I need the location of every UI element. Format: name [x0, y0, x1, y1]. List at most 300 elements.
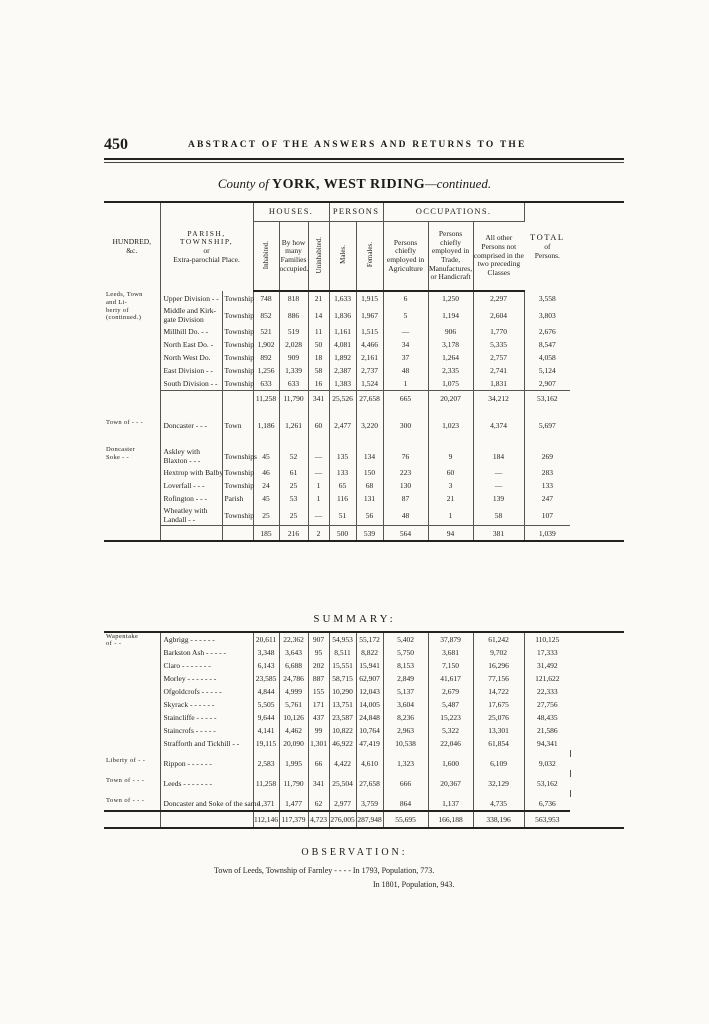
inhabited-cell: 45: [253, 492, 279, 505]
females-cell: 131: [356, 492, 383, 505]
total-families-cell: 216: [279, 526, 308, 542]
place-type: Township: [222, 291, 253, 305]
wapentake-label: Wapentake: [106, 633, 139, 640]
gap-cell: [383, 790, 428, 797]
females-cell: 1,515: [356, 325, 383, 338]
total-cell: 133: [541, 481, 553, 490]
females-cell: 1,967: [356, 305, 383, 325]
place-name: Middle and Kirk-gate Division: [160, 305, 222, 325]
trade-cell: 7,150: [428, 659, 473, 672]
total-other-cell: 381: [473, 526, 524, 542]
gap-cell: [473, 790, 524, 797]
gap-cell: [329, 790, 356, 797]
males-cell: 10,290: [329, 685, 356, 698]
place-name: South Division - -: [160, 377, 222, 391]
spacer-cell: [524, 432, 570, 446]
place-name: Doncaster - - -: [160, 419, 222, 432]
inhabited-cell: 2,583: [253, 757, 279, 770]
county-word: County: [217, 176, 256, 191]
parish-header-2: TOWNSHIP,: [179, 237, 234, 247]
spacer-cell: [279, 405, 308, 419]
parish-header-4: Extra-parochial Place.: [173, 254, 240, 264]
families-cell: 20,090: [279, 737, 308, 750]
summary-place: Staincliffe - - - - -: [160, 711, 253, 724]
agriculture-cell: 8,153: [383, 659, 428, 672]
summary-place: Agbrigg - - - - - -: [160, 632, 253, 646]
total-cell: 247: [541, 494, 553, 503]
table-row: [104, 338, 624, 351]
females-cell: 3,220: [356, 419, 383, 432]
agriculture-cell: 5,402: [383, 632, 428, 646]
uninhabited-cell: 202: [308, 659, 329, 672]
trade-cell: 37,879: [428, 632, 473, 646]
table-row: [104, 291, 624, 305]
agriculture-cell: 87: [383, 492, 428, 505]
summary-row: [104, 757, 624, 770]
gap-cell: [253, 770, 279, 777]
uninhabited-cell: 155: [308, 685, 329, 698]
gap-row: [104, 770, 624, 777]
page-number: 450: [104, 136, 128, 153]
total-total-cell: 1,039: [524, 526, 570, 542]
trade-cell: 41,617: [428, 672, 473, 685]
spacer-cell: [253, 405, 279, 419]
other-cell: 61,242: [473, 632, 524, 646]
other-cell: 4,374: [473, 419, 524, 432]
gap-cell: [356, 750, 383, 757]
spacer-cell: [329, 432, 356, 446]
uninhabited-cell: 171: [308, 698, 329, 711]
table-row: [104, 377, 624, 391]
uninhabited-cell: 60: [308, 419, 329, 432]
males-cell: 1,161: [329, 325, 356, 338]
females-cell: 14,005: [356, 698, 383, 711]
gap-cell: [524, 750, 570, 757]
uninhabited-cell: 11: [308, 325, 329, 338]
families-cell: 886: [279, 305, 308, 325]
agriculture-cell: 2,849: [383, 672, 428, 685]
grand-total-uninhabited-cell: 4,723: [308, 811, 329, 828]
other-cell: 6,109: [473, 757, 524, 770]
other-cell: 1,770: [473, 325, 524, 338]
place-name: North West Do.: [160, 351, 222, 364]
families-cell: 24,786: [279, 672, 308, 685]
summary-place: Morley - - - - - - -: [160, 672, 253, 685]
other-cell: 32,129: [473, 777, 524, 790]
agriculture-cell: 76: [383, 446, 428, 466]
summary-row: [104, 672, 624, 685]
uninhabited-cell: 50: [308, 338, 329, 351]
inhabited-cell: 521: [253, 325, 279, 338]
total-label-cell: [160, 526, 222, 542]
uninhabited-cell: 907: [308, 632, 329, 646]
males-cell: 13,751: [329, 698, 356, 711]
gap-cell: [383, 770, 428, 777]
agriculture-cell: 10,538: [383, 737, 428, 750]
place-type: Townships: [222, 446, 253, 466]
summary-place: Leeds - - - - - - -: [160, 777, 253, 790]
place-type: Township: [222, 325, 253, 338]
uninhabited-cell: 99: [308, 724, 329, 737]
summary-body: [104, 632, 624, 828]
agriculture-cell: 2,963: [383, 724, 428, 737]
place-name: Askley with Blaxton - - -: [160, 446, 222, 466]
place-type: Township: [222, 305, 253, 325]
inhabited-cell: 6,143: [253, 659, 279, 672]
place-name: Upper Division - -: [160, 291, 222, 305]
hundred-name: (continued.): [106, 314, 142, 322]
gap-cell: [308, 750, 329, 757]
table-row: [104, 466, 624, 479]
females-cell: 150: [356, 466, 383, 479]
hundred-name: berty of: [106, 306, 129, 314]
trade-cell: 22,046: [428, 737, 473, 750]
grand-total-label-cell: [104, 811, 160, 828]
females-cell: 4,466: [356, 338, 383, 351]
females-header-label: Females.: [365, 242, 374, 268]
spacer-cell: [160, 405, 222, 419]
hundred-header-label: HUNDRED,: [112, 237, 152, 247]
parish-header: [160, 202, 253, 291]
females-cell: 1,915: [356, 291, 383, 305]
families-cell: 10,126: [279, 711, 308, 724]
total-trade-cell: 20,207: [428, 391, 473, 406]
gap-cell: [279, 770, 308, 777]
females-cell: 47,419: [356, 737, 383, 750]
total-uninhabited-cell: 2: [308, 526, 329, 542]
gap-cell: [253, 750, 279, 757]
total-cell: 9,032: [538, 759, 556, 768]
inhabited-cell: 3,348: [253, 646, 279, 659]
gap-cell: [308, 770, 329, 777]
grand-total-families-cell: 117,379: [279, 811, 308, 828]
wapentake-cell: [104, 632, 160, 750]
families-cell: 25: [279, 505, 308, 526]
spacer-cell: [104, 405, 160, 419]
total-cell: 17,333: [536, 648, 558, 657]
table-row: [104, 364, 624, 377]
gap-cell: [570, 770, 624, 777]
families-cell: 818: [279, 291, 308, 305]
females-header: [356, 222, 383, 292]
grand-total-total-cell: 563,953: [524, 811, 570, 828]
place-type: Township: [222, 505, 253, 526]
summary-row: [104, 711, 624, 724]
total-cell: 121,622: [535, 674, 560, 683]
uninhabited-cell: 437: [308, 711, 329, 724]
uninhabited-cell: 1: [308, 479, 329, 492]
spacer-cell: [383, 405, 428, 419]
summary-row: [104, 737, 624, 750]
families-cell: 1,339: [279, 364, 308, 377]
uninhabited-cell: 18: [308, 351, 329, 364]
spacer-cell: [428, 432, 473, 446]
grand-total-place-cell: [160, 811, 253, 828]
summary-place: Skyrack - - - - - -: [160, 698, 253, 711]
uninhabited-cell: —: [308, 505, 329, 526]
place-name: Rofington - - -: [160, 492, 222, 505]
spacer-cell: [524, 405, 570, 419]
families-header: By how many Families occupied.: [279, 222, 308, 292]
females-cell: 8,822: [356, 646, 383, 659]
males-cell: 135: [329, 446, 356, 466]
trade-cell: 3,681: [428, 646, 473, 659]
trade-cell: 1,075: [428, 377, 473, 391]
inhabited-cell: 25: [253, 505, 279, 526]
males-cell: 4,422: [329, 757, 356, 770]
summary-place: Ofgoldcrofs - - - - -: [160, 685, 253, 698]
summary-place: Barkston Ash - - - - -: [160, 646, 253, 659]
uninhabited-header: [308, 222, 329, 292]
females-cell: 134: [356, 446, 383, 466]
families-cell: 52: [279, 446, 308, 466]
males-cell: 1,836: [329, 305, 356, 325]
males-cell: 1,383: [329, 377, 356, 391]
county-of: of: [258, 176, 269, 191]
total-cell: 94,341: [536, 739, 558, 748]
header-rule-thin: [104, 162, 624, 163]
place-type: Township: [222, 377, 253, 391]
agriculture-cell: 3,604: [383, 698, 428, 711]
place-type: Township: [222, 479, 253, 492]
other-cell: 17,675: [473, 698, 524, 711]
uninhabited-cell: 16: [308, 377, 329, 391]
gap-cell: [160, 770, 253, 777]
hundred-name: Soke - -: [106, 453, 129, 461]
females-cell: 55,172: [356, 632, 383, 646]
total-inhabited-cell: 11,258: [253, 391, 279, 406]
summary-row: [104, 646, 624, 659]
gap-cell: [279, 790, 308, 797]
total-cell: 3,558: [538, 293, 556, 303]
females-cell: 68: [356, 479, 383, 492]
summary-row: [104, 777, 624, 790]
grand-total-agriculture-cell: 55,695: [383, 811, 428, 828]
gap-cell: [104, 770, 160, 777]
females-cell: 3,759: [356, 797, 383, 811]
total-cell: 8,547: [538, 340, 556, 349]
other-cell: 77,156: [473, 672, 524, 685]
males-header-label: Males.: [338, 245, 347, 265]
observation-line-2: In 1801, Population, 943.: [373, 880, 455, 889]
gap-cell: [570, 750, 624, 757]
gap-cell: [356, 770, 383, 777]
county-suffix: —continued.: [425, 176, 492, 191]
total-cell: 4,058: [538, 353, 556, 362]
gap-row: [104, 750, 624, 757]
total-males-cell: 500: [329, 526, 356, 542]
uninhabited-cell: 887: [308, 672, 329, 685]
families-cell: 4,999: [279, 685, 308, 698]
returns-body: [104, 291, 624, 541]
total-cell: 5,124: [538, 366, 556, 375]
table-row: [104, 351, 624, 364]
agriculture-cell: 300: [383, 419, 428, 432]
summary-row: [104, 724, 624, 737]
families-cell: 25: [279, 479, 308, 492]
males-cell: 133: [329, 466, 356, 479]
county-title: [0, 176, 709, 193]
males-cell: 46,922: [329, 737, 356, 750]
gap-cell: [160, 790, 253, 797]
other-cell: —: [473, 466, 524, 479]
total-agriculture-cell: 665: [383, 391, 428, 406]
place-name: Loverfall - - -: [160, 479, 222, 492]
trade-cell: 3,178: [428, 338, 473, 351]
spacer-cell: [428, 405, 473, 419]
other-cell: 184: [473, 446, 524, 466]
total-cell: 53,162: [536, 779, 558, 788]
males-cell: 65: [329, 479, 356, 492]
returns-table: [104, 201, 624, 542]
spacer-cell: [308, 405, 329, 419]
trade-cell: 5,322: [428, 724, 473, 737]
total-header-3: Persons.: [534, 250, 560, 260]
total-row: [104, 526, 624, 542]
inhabited-cell: 19,115: [253, 737, 279, 750]
uninhabited-cell: 21: [308, 291, 329, 305]
gap-cell: [104, 790, 160, 797]
males-cell: 1,892: [329, 351, 356, 364]
grand-total-inhabited-cell: 112,146: [253, 811, 279, 828]
trade-cell: 5,487: [428, 698, 473, 711]
total-cell: 5,697: [538, 421, 556, 430]
summary-table: [104, 631, 624, 829]
total-cell: 110,125: [535, 635, 560, 644]
families-cell: 5,761: [279, 698, 308, 711]
total-cell: 2,907: [538, 379, 556, 388]
spacer-cell: [329, 405, 356, 419]
total-header-1: TOTAL: [530, 232, 565, 243]
females-cell: 15,941: [356, 659, 383, 672]
families-cell: 4,462: [279, 724, 308, 737]
total-agriculture-cell: 564: [383, 526, 428, 542]
summary-row: [104, 797, 624, 811]
total-cell: 107: [541, 510, 553, 520]
families-cell: 633: [279, 377, 308, 391]
total-cell: 6,736: [538, 799, 556, 808]
females-cell: 62,907: [356, 672, 383, 685]
total-inhabited-cell: 185: [253, 526, 279, 542]
agriculture-cell: 5: [383, 305, 428, 325]
spacer-row: [104, 405, 624, 419]
inhabited-cell: 852: [253, 305, 279, 325]
spacer-cell: [279, 432, 308, 446]
females-cell: 2,161: [356, 351, 383, 364]
males-cell: 23,587: [329, 711, 356, 724]
families-cell: 11,790: [279, 777, 308, 790]
males-cell: 4,081: [329, 338, 356, 351]
grand-total-males-cell: 276,005: [329, 811, 356, 828]
gap-cell: [253, 790, 279, 797]
males-cell: 25,504: [329, 777, 356, 790]
total-cell: 31,492: [536, 661, 558, 670]
inhabited-cell: 45: [253, 446, 279, 466]
trade-cell: 1,194: [428, 305, 473, 325]
agriculture-cell: 5,750: [383, 646, 428, 659]
place-type: Town: [222, 419, 253, 432]
agriculture-cell: 8,236: [383, 711, 428, 724]
grand-total-row: [104, 811, 624, 828]
summary-label: Town of - - -: [104, 777, 160, 790]
other-cell: 2,604: [473, 305, 524, 325]
summary-place: Doncaster and Soke of the same: [160, 797, 253, 811]
total-cell: 48,435: [536, 713, 558, 722]
families-cell: 519: [279, 325, 308, 338]
gap-cell: [383, 750, 428, 757]
families-cell: 53: [279, 492, 308, 505]
total-kind-cell: [222, 391, 253, 406]
gap-row: [104, 790, 624, 797]
occupations-header: OCCUPATIONS.: [383, 202, 524, 222]
males-cell: 2,977: [329, 797, 356, 811]
total-cell: 21,586: [536, 726, 558, 735]
hundred-name: Town of - - -: [106, 419, 144, 426]
total-cell: 3,803: [538, 310, 556, 320]
running-head: ABSTRACT OF THE ANSWERS AND RETURNS TO THE: [188, 140, 527, 150]
males-cell: 8,511: [329, 646, 356, 659]
gap-cell: [428, 790, 473, 797]
table-row: [104, 446, 624, 466]
other-cell: 9,702: [473, 646, 524, 659]
inhabited-cell: 4,141: [253, 724, 279, 737]
summary-row: [104, 632, 624, 646]
families-cell: 3,643: [279, 646, 308, 659]
place-type: Township: [222, 338, 253, 351]
males-cell: 15,551: [329, 659, 356, 672]
summary-row: [104, 698, 624, 711]
summary-row: [104, 685, 624, 698]
other-cell: 16,296: [473, 659, 524, 672]
spacer-cell: [222, 432, 253, 446]
trade-cell: 2,679: [428, 685, 473, 698]
other-cell: 1,831: [473, 377, 524, 391]
agriculture-cell: 34: [383, 338, 428, 351]
total-row: [104, 391, 624, 406]
summary-title: SUMMARY:: [313, 613, 396, 625]
gap-cell: [160, 750, 253, 757]
inhabited-cell: 892: [253, 351, 279, 364]
gap-cell: [524, 790, 570, 797]
place-type: Township: [222, 351, 253, 364]
spacer-cell: [222, 405, 253, 419]
other-cell: 61,854: [473, 737, 524, 750]
total-cell: 2,676: [538, 327, 556, 336]
agriculture-cell: 6: [383, 291, 428, 305]
place-type: Township: [222, 364, 253, 377]
uninhabited-cell: 1,301: [308, 737, 329, 750]
summary-place: Staincrofs - - - - -: [160, 724, 253, 737]
place-name: North East Do. -: [160, 338, 222, 351]
trade-cell: 2,335: [428, 364, 473, 377]
gap-cell: [329, 770, 356, 777]
uninhabited-cell: 1: [308, 492, 329, 505]
agriculture-cell: 48: [383, 505, 428, 526]
houses-header: HOUSES.: [253, 202, 329, 222]
inhabited-cell: 4,844: [253, 685, 279, 698]
summary-label: Town of - - -: [104, 797, 160, 811]
males-header: [329, 222, 356, 292]
total-total-cell: 53,162: [524, 391, 570, 406]
summary-place: Claro - - - - - - -: [160, 659, 253, 672]
total-uninhabited-cell: 341: [308, 391, 329, 406]
total-females-cell: 27,658: [356, 391, 383, 406]
hundred-cell: [104, 446, 160, 541]
other-cell: 2,297: [473, 291, 524, 305]
families-cell: 2,028: [279, 338, 308, 351]
inhabited-cell: 11,258: [253, 777, 279, 790]
males-cell: 2,387: [329, 364, 356, 377]
